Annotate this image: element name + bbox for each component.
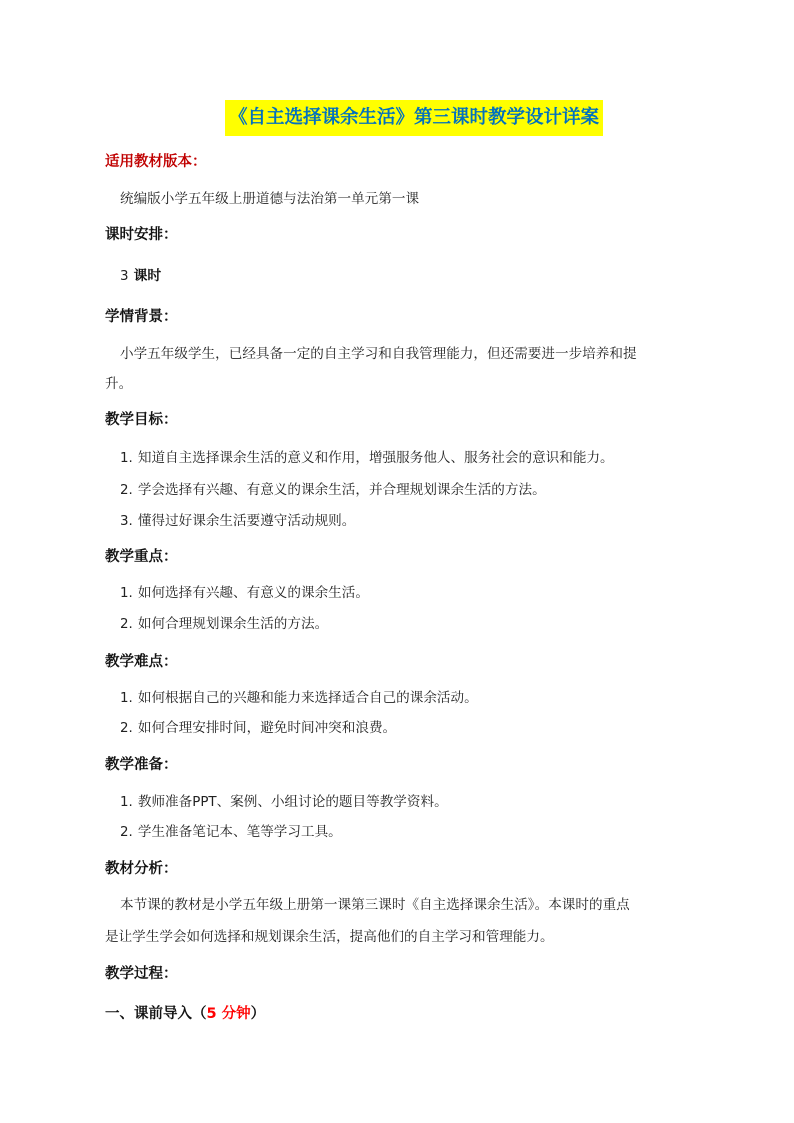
goal-item — [120, 446, 614, 466]
preparation-text-post: 、案例、小组讨论的题目等教学资料。 — [216, 794, 448, 810]
textbook-content: 统编版小学五年级上册道德与法治第一单元第一课 — [120, 191, 420, 207]
goal-number: 1. — [120, 451, 133, 466]
key-point-item — [120, 612, 328, 632]
preparation-text-pre: 教师准备 — [137, 794, 193, 810]
key-points-heading: 教学重点： — [105, 549, 178, 565]
background-heading: 学情背景： — [105, 309, 178, 325]
goal-number: 2. — [120, 483, 133, 498]
schedule-number: 3 — [120, 269, 129, 284]
key-point-number: 1. — [120, 586, 133, 601]
difficulty-number: 1. — [120, 691, 133, 706]
preparation-text: 学生准备笔记本、笔等学习工具。 — [137, 824, 342, 840]
analysis-heading: 教材分析： — [105, 861, 178, 877]
difficulties-heading: 教学难点： — [105, 654, 178, 670]
process-step-1 — [105, 1002, 265, 1023]
preparation-item — [120, 790, 448, 810]
schedule-content — [120, 264, 161, 284]
difficulty-text: 如何合理安排时间，避免时间冲突和浪费。 — [137, 720, 397, 736]
process-step-1-paren-open: （ — [192, 1006, 207, 1022]
textbook-heading: 适用教材版本： — [105, 154, 207, 170]
process-heading: 教学过程： — [105, 966, 178, 982]
difficulty-item — [120, 686, 478, 706]
key-point-text: 如何选择有兴趣、有意义的课余生活。 — [137, 585, 369, 601]
preparation-item — [120, 820, 342, 840]
process-step-1-time: 5 分钟 — [206, 1006, 251, 1022]
title-wrapper — [0, 100, 794, 136]
goal-item — [120, 478, 546, 498]
document-title: 《自主选择课余生活》第三课时教学设计详案 — [225, 100, 603, 136]
background-line-2: 升。 — [105, 376, 133, 392]
goal-number: 3. — [120, 514, 133, 529]
preparation-number: 1. — [120, 795, 133, 810]
process-step-1-label: 一、课前导入 — [105, 1006, 192, 1022]
difficulty-text: 如何根据自己的兴趣和能力来选择适合自己的课余活动。 — [137, 690, 478, 706]
schedule-unit: 课时 — [133, 268, 162, 284]
difficulty-number: 2. — [120, 721, 133, 736]
goal-item — [120, 509, 355, 529]
schedule-heading: 课时安排： — [105, 227, 178, 243]
background-line-1: 小学五年级学生，已经具备一定的自主学习和自我管理能力，但还需要进一步培养和提 — [120, 346, 637, 362]
goal-text: 懂得过好课余生活要遵守活动规则。 — [137, 513, 356, 529]
analysis-line-2: 是让学生学会如何选择和规划课余生活，提高他们的自主学习和管理能力。 — [105, 929, 554, 945]
preparation-heading: 教学准备： — [105, 757, 178, 773]
key-point-item — [120, 581, 369, 601]
goal-text: 知道自主选择课余生活的意义和作用，增强服务他人、服务社会的意识和能力。 — [137, 450, 614, 466]
key-point-number: 2. — [120, 617, 133, 632]
goal-text: 学会选择有兴趣、有意义的课余生活，并合理规划课余生活的方法。 — [137, 482, 546, 498]
process-step-1-paren-close: ） — [250, 1006, 266, 1022]
goals-heading: 教学目标： — [105, 412, 178, 428]
preparation-number: 2. — [120, 825, 133, 840]
difficulty-item — [120, 716, 396, 736]
analysis-line-1: 本节课的教材是小学五年级上册第一课第三课时《自主选择课余生活》。本课时的重点 — [120, 897, 630, 913]
key-point-text: 如何合理规划课余生活的方法。 — [137, 616, 329, 632]
preparation-text-ppt: PPT — [192, 795, 217, 810]
